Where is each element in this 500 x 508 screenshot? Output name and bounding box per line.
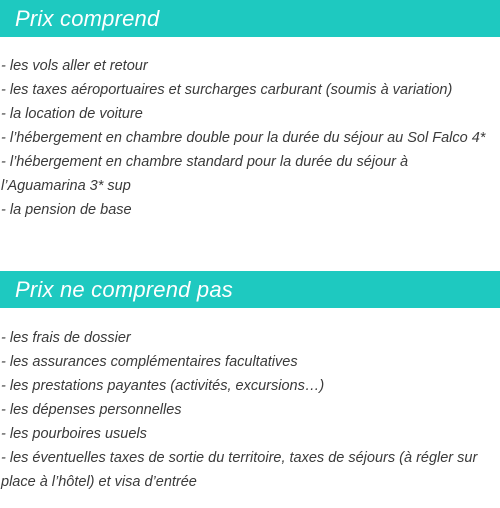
price-excludes-banner	[0, 271, 500, 308]
list-item: - les dépenses personnelles	[1, 402, 182, 418]
price-includes-section	[0, 0, 500, 222]
list-item: - les frais de dossier	[1, 330, 131, 346]
price-excludes-list	[0, 326, 500, 494]
list-item: - les taxes aéroportuaires et surcharges carburant (soumis à variation)	[1, 82, 453, 98]
list-item: - les assurances complémentaires facultatives	[1, 354, 298, 370]
list-item: - les éventuelles taxes de sortie du territoire, taxes de séjours (à régler sur place à l’hôtel) et visa d’entrée	[1, 450, 478, 490]
price-excludes-title: Prix ne comprend pas	[15, 276, 233, 302]
list-item: - la pension de base	[1, 202, 132, 218]
price-includes-title: Prix comprend	[15, 5, 160, 31]
list-item: - les vols aller et retour	[1, 58, 148, 74]
price-includes-banner	[0, 0, 500, 37]
list-item: - l’hébergement en chambre standard pour la durée du séjour à l’Aguamarina 3* sup	[1, 154, 409, 194]
price-includes-list	[0, 54, 500, 222]
list-item: - les prestations payantes (activités, excursions…)	[1, 378, 325, 394]
list-item: - les pourboires usuels	[1, 426, 147, 442]
price-excludes-section	[0, 271, 500, 494]
list-item: - l’hébergement en chambre double pour la durée du séjour au Sol Falco 4*	[1, 130, 486, 146]
list-item: - la location de voiture	[1, 106, 143, 122]
